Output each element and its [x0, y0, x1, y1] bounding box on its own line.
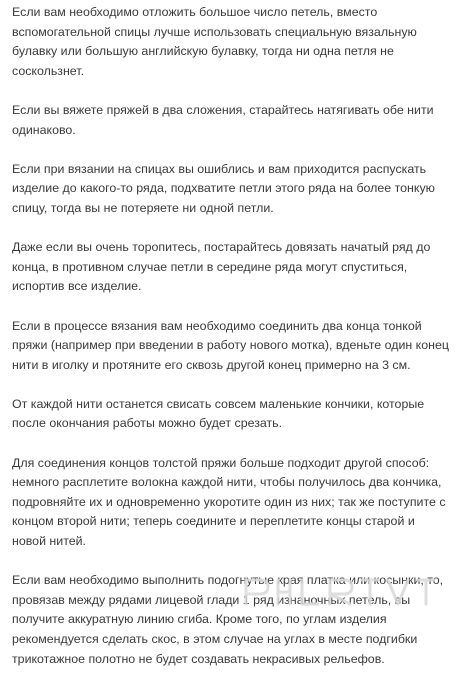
article-body — [12, 3, 452, 689]
paragraph-8: Если вам необходимо выполнить подогнутые края платка или косынки, то, провязав между рядами лицевой глади 1 ряд изнаночных петель, вы получите аккуратную линию сгиба. Кроме того, по углам изделия рекомендуется сделать скос, в этом случае на углах в месте подгибки трикотажное полотно не будет создавать некрасивых рельефов. — [12, 573, 444, 666]
paragraph-1: Если вам необходимо отложить большое число петель, вместо вспомогательной спицы лучше использовать специальную вязальную булавку или большую английскую булавку, тогда ни одна петля не соскользнет. — [12, 5, 417, 78]
paragraph-3: Если при вязании на спицах вы ошиблись и вам приходится распускать изделие до какого-то ряда, подхватите петли этого ряда на более тонкую спицу, тогда вы не потеряете ни одной петли. — [12, 161, 435, 215]
paragraph-4: Даже если вы очень торопитесь, постарайтесь довязать начатый ряд до конца, в противном случае петли в середине ряда могут спуститься, испортив все изделие. — [12, 240, 431, 294]
paragraph-6: От каждой нити останется свисать совсем маленькие кончики, которые после окончания работы можно будет срезать. — [12, 396, 425, 431]
paragraph-2: Если вы вяжете пряжей в два сложения, старайтесь натягивать обе нити одинаково. — [12, 102, 434, 137]
paragraph-7: Для соединения концов толстой пряжи больше подходит другой способ: немного расплетите волокна каждой нити, чтобы получилось два кончика, подровняйте их и одновременно укоротите один из них; так же поступите с концом второй нити; теперь соедините и переплетите концы старой и новой нитей. — [12, 455, 446, 549]
paragraph-5: Если в процессе вязания вам необходимо соединить два конца тонкой пряжи (например при введении в работу нового мотка), вденьте один конец нити в иголку и протяните его сквозь другой конец примерно на 3 см. — [12, 318, 449, 372]
